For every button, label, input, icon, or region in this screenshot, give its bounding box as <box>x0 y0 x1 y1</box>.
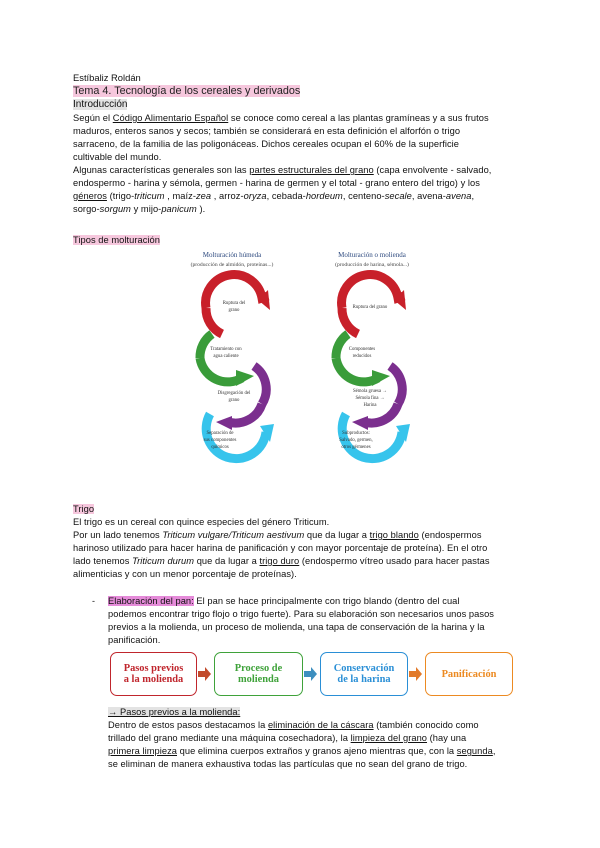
wet-step-2a: Tratamiento con <box>210 347 242 352</box>
elaboracion-line-2: podemos encontrar trigo flojo o trigo fuerte). Para su elaboración son necesarios unos pasos <box>108 609 494 619</box>
flow-arrow-3 <box>409 667 422 681</box>
trigo-line-5: alimenticias y con un menor porcentaje de proteínas). <box>73 569 297 579</box>
intro-line-3: sarraceno, de la familia de las poligonáceas. Dichos cereales ocupan el 60% de la superficie <box>73 139 459 149</box>
wet-step-3a: Disgregación del <box>217 391 251 396</box>
dry-step-3a: Sémola gruesa → <box>352 389 388 394</box>
dry-step-3b: Sémola fina → <box>355 396 385 401</box>
elaboracion-line-1: Elaboración del pan: El pan se hace principalmente con trigo blando (dentro del cual <box>108 596 460 606</box>
trigo-line-3: harinoso utilizado para hacer harina de panificación y con mayor porcentaje de proteína). En el otro <box>73 543 488 553</box>
molturacion-heading: Tipos de molturación <box>73 235 160 245</box>
flow-box-proceso-molienda: Proceso de molienda <box>214 652 303 696</box>
wet-title: Molturación húmeda <box>202 251 262 259</box>
elaboracion-line-4: panificación. <box>108 635 161 645</box>
flow-box-pasos-previos: Pasos previos a la molienda <box>110 652 197 696</box>
author-name: Estíbaliz Roldán <box>73 72 141 83</box>
trigo-line-2: Por un lado tenemos Triticum vulgare/Triticum aestivum que da lugar a trigo blando (endospermos <box>73 530 482 540</box>
document-title: Tema 4. Tecnología de los cereales y derivados <box>73 85 301 97</box>
dry-step-3c: Harina <box>363 403 377 408</box>
wet-step-4c: químicos <box>211 445 229 450</box>
intro-line-4: cultivable del mundo. <box>73 152 162 162</box>
flow-arrow-2 <box>304 667 317 681</box>
intro-line-2: maduros, enteros sanos y secos; también se considerará en esta definición el alforfón o trigo <box>73 126 461 136</box>
intro-line-6: endospermo - harina y sémola, germen - harina de germen y el total - grano entero del trigo) y los <box>73 178 480 188</box>
trigo-heading: Trigo <box>73 504 95 514</box>
trigo-line-1: El trigo es un cereal con quince especies del género Triticum. <box>73 517 330 527</box>
wet-subtitle: (producción de almidón, proteínas...) <box>190 262 274 268</box>
wet-step-1a: Ruptura del <box>222 301 246 306</box>
dry-step-2b: reducidos <box>352 354 372 359</box>
intro-line-5: Algunas características generales son las partes estructurales del grano (capa envolvente - salvado, <box>73 165 492 175</box>
wet-step-3b: grano <box>228 398 240 403</box>
bullet-dash: - <box>92 596 95 606</box>
flow-box-panificacion: Panificación <box>425 652 513 696</box>
pasos-line-3: primera limpieza que elimina cuerpos extraños y granos ajeno mientras que, con la segunda, <box>108 746 496 756</box>
intro-line-7: géneros (trigo-triticum , maíz-zea , arroz-oryza, cebada-hordeum, centeno-secale, avena-avena, <box>73 191 475 201</box>
dry-subtitle: (producción de harina, sémola...) <box>335 262 409 268</box>
molturacion-diagram <box>170 246 440 498</box>
intro-line-8: sorgo-sorgum y mijo-panicum ). <box>73 204 206 214</box>
dry-step-4b: Salvado, germen, <box>339 438 373 443</box>
dry-step-2a: Componentes <box>348 347 376 352</box>
pasos-line-2: trillado del grano mediante una máquina cosechadora), la limpieza del grano (hay una <box>108 733 467 743</box>
flow-box-conservacion: Conservación de la harina <box>320 652 408 696</box>
trigo-line-4: lado tenemos Triticum durum que da lugar a trigo duro (endospermo vítreo usado para hacer pastas <box>73 556 490 566</box>
dry-step-1: Ruptura del grano <box>352 305 388 310</box>
pasos-line-1: Dentro de estos pasos destacamos la eliminación de la cáscara (también conocido como <box>108 720 479 730</box>
wet-step-1b: grano <box>228 308 240 313</box>
dry-title: Molturación o molienda <box>338 251 406 259</box>
dry-step-4c: otros gérmenes <box>341 445 371 450</box>
pasos-heading: → Pasos previos a la molienda: <box>108 707 241 717</box>
elaboracion-line-3: previos a la molienda, un proceso de molienda, una tapa de conservación de la harina y la <box>108 622 485 632</box>
dry-step-4a: Subproductos: <box>342 431 370 436</box>
wet-step-2b: agua caliente <box>213 354 239 359</box>
intro-line-1: Según el Código Alimentario Español se conoce como cereal a las plantas gramíneas y a sus frutos <box>73 113 489 123</box>
intro-heading: Introducción <box>73 99 128 110</box>
pasos-line-4: se eliminan de manera exhaustiva todas las partículas que no sean del grano de trigo. <box>108 759 468 769</box>
wet-step-4a: Separación de <box>206 431 234 436</box>
flow-arrow-1 <box>198 667 211 681</box>
wet-step-4b: sus componentes <box>203 438 237 443</box>
